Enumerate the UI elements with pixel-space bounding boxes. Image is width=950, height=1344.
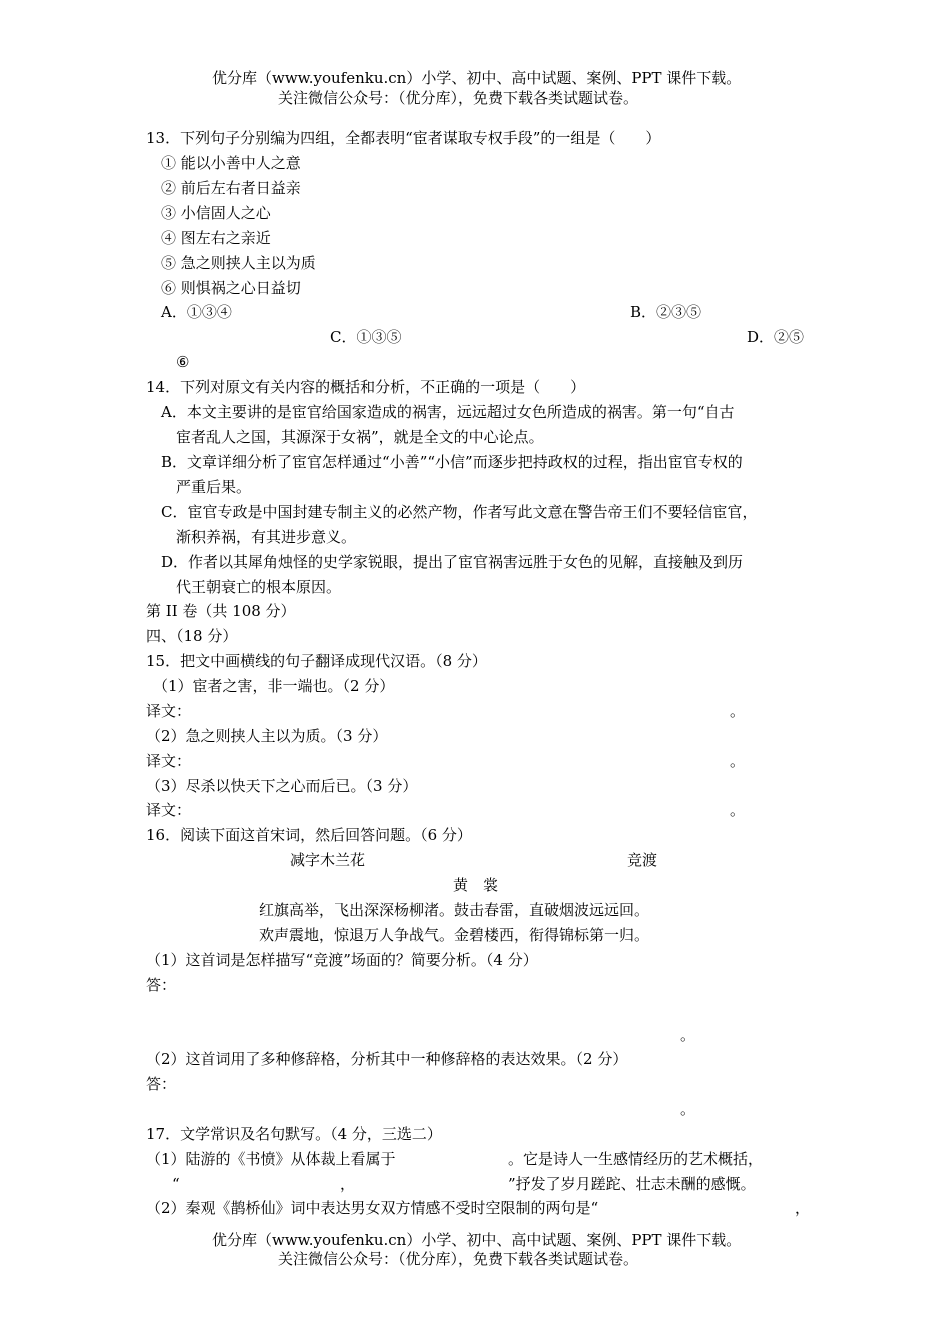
q14-option-d-line1: D．作者以其犀角烛怪的史学家锐眼，提出了宦官祸害远胜于女色的见解，直接触及到历 xyxy=(161,553,744,571)
q13-stem: 13．下列句子分别编为四组，全都表明“宦者谋取专权手段”的一组是（ ） xyxy=(146,129,661,147)
footer-line-1: 优分库（www.youfenku.cn）小学、初中、高中试题、案例、PPT 课件下载。 xyxy=(212,1231,742,1249)
q14-option-c-line2: 渐积养祸，有其进步意义。 xyxy=(176,528,357,546)
q14-option-b-line2: 严重后果。 xyxy=(176,478,252,496)
q16-sub-question-1: （1）这首词是怎样描写“竞渡”场面的？简要分析。（4 分） xyxy=(146,951,538,969)
q17-stem: 17．文学常识及名句默写。（4 分，三选二） xyxy=(146,1125,442,1143)
section-4-heading: 四、（18 分） xyxy=(146,627,238,645)
q14-option-a-line1: A．本文主要讲的是宦官给国家造成的祸害，远远超过女色所造成的祸害。第一句“自古 xyxy=(161,403,735,421)
q13-option-d: D．②⑤ xyxy=(747,328,805,346)
q15-translation-end-1: 。 xyxy=(730,702,746,720)
q13-option-b: B．②③⑤ xyxy=(630,303,702,321)
q13-item-4: ④ 图左右之亲近 xyxy=(161,229,271,247)
q16-answer-end-2: 。 xyxy=(680,1100,696,1118)
q17-quote-close-text: ”抒发了岁月蹉跎、壮志未酬的感慨。 xyxy=(508,1175,756,1193)
q14-option-d-line2: 代王朝衰亡的根本原因。 xyxy=(176,578,342,596)
q17-part-1-text: （1）陆游的《书愤》从体裁上看属于 xyxy=(146,1150,396,1168)
q13-item-6: ⑥ 则惧祸之心日益切 xyxy=(161,279,301,297)
q17-part-2-comma: ， xyxy=(795,1199,811,1217)
poem-subtitle: 竞渡 xyxy=(627,851,658,869)
q16-answer-label-1: 答： xyxy=(146,976,177,994)
q15-translation-label-2: 译文： xyxy=(146,752,192,770)
footer-line-2: 关注微信公众号：（优分库），免费下载各类试题试卷。 xyxy=(278,1250,639,1268)
poem-verse-1: 红旗高举，飞出深深杨柳渚。鼓击春雷，直破烟波远远回。 xyxy=(259,901,650,919)
poem-verse-2: 欢声震地，惊退万人争战气。金碧楼西，衔得锦标第一归。 xyxy=(259,926,650,944)
q15-sentence-2: （2）急之则挟人主以为质。（3 分） xyxy=(146,727,388,745)
q14-option-b-line1: B．文章详细分析了宦官怎样通过“小善”“小信”而逐步把持政权的过程，指出宦官专权的 xyxy=(161,453,743,471)
poem-cipai: 减字木兰花 xyxy=(290,851,366,869)
q13-item-1: ① 能以小善中人之意 xyxy=(161,154,301,172)
part-2-heading: 第 II 卷（共 108 分） xyxy=(146,602,296,620)
q13-option-c: C．①③⑤ xyxy=(330,328,402,346)
q15-sentence-1: （1）宦者之害，非一端也。（2 分） xyxy=(153,677,395,695)
q13-option-a: A．①③④ xyxy=(161,303,232,321)
q16-answer-label-2: 答： xyxy=(146,1075,177,1093)
q15-translation-label-3: 译文： xyxy=(146,801,192,819)
header-line-1: 优分库（www.youfenku.cn）小学、初中、高中试题、案例、PPT 课件下载。 xyxy=(212,69,742,87)
q13-item-3: ③ 小信固人之心 xyxy=(161,204,271,222)
q15-stem: 15．把文中画横线的句子翻译成现代汉语。（8 分） xyxy=(146,652,487,670)
q13-item-5: ⑤ 急之则挟人主以为质 xyxy=(161,254,316,272)
q17-part-1-text-cont: 。它是诗人一生感情经历的艺术概括， xyxy=(508,1150,764,1168)
header-line-2: 关注微信公众号：（优分库），免费下载各类试题试卷。 xyxy=(278,89,639,107)
q14-option-a-line2: 宦者乱人之国，其源深于女祸”，就是全文的中心论点。 xyxy=(176,428,544,446)
q14-option-c-line1: C．宦官专政是中国封建专制主义的必然产物，作者写此文意在警告帝王们不要轻信宦官， xyxy=(161,503,758,521)
q16-answer-end-1: 。 xyxy=(680,1026,696,1044)
q15-translation-end-2: 。 xyxy=(730,752,746,770)
q17-quote-comma: ， xyxy=(340,1175,356,1193)
q15-translation-label-1: 译文： xyxy=(146,702,192,720)
q15-translation-end-3: 。 xyxy=(730,801,746,819)
q14-stem: 14．下列对原文有关内容的概括和分析，不正确的一项是（ ） xyxy=(146,378,586,396)
poem-author: 黄 裳 xyxy=(453,876,499,894)
q13-option-d-cont: ⑥ xyxy=(176,353,190,371)
q16-stem: 16．阅读下面这首宋词，然后回答问题。（6 分） xyxy=(146,826,472,844)
q13-item-2: ② 前后左右者日益亲 xyxy=(161,179,301,197)
q16-sub-question-2: （2）这首词用了多种修辞格，分析其中一种修辞格的表达效果。（2 分） xyxy=(146,1050,628,1068)
q17-part-2-text: （2）秦观《鹊桥仙》词中表达男女双方情感不受时空限制的两句是“ xyxy=(146,1199,599,1217)
q15-sentence-3: （3）尽杀以快天下之心而后已。（3 分） xyxy=(146,777,418,795)
q17-quote-open: “ xyxy=(172,1175,180,1193)
